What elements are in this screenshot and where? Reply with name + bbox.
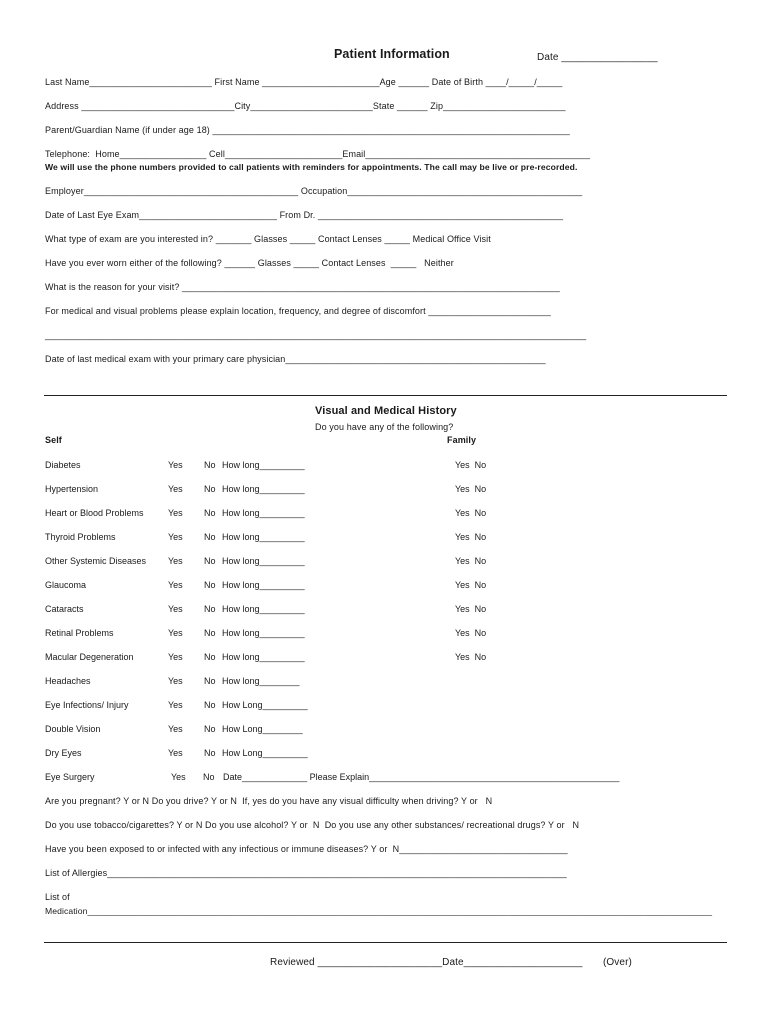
self-no-option[interactable]: No (204, 652, 216, 662)
family-yes-no-option[interactable]: Yes No (455, 580, 487, 590)
how-long-field[interactable]: How long_________ (222, 604, 305, 614)
how-long-field[interactable]: How long_________ (222, 556, 305, 566)
condition-label: Other Systemic Diseases (45, 556, 147, 566)
condition-label: Thyroid Problems (45, 532, 116, 542)
telephone-line[interactable]: Telephone: Home_________________ Cell_______________________Email____________________________________________ (45, 149, 591, 159)
self-yes-option[interactable]: Yes (168, 748, 183, 758)
how-long-field[interactable]: How long_________ (222, 508, 305, 518)
self-no-option[interactable]: No (204, 484, 216, 494)
allergies-line[interactable]: List of Allergies__________________________________________________________________________________________ (45, 868, 567, 878)
family-yes-no-option[interactable]: Yes No (455, 532, 487, 542)
self-no-option[interactable]: No (204, 628, 216, 638)
medication-line[interactable]: Medication________________________________________________________________________________________________________________________________ (45, 906, 713, 916)
bottom-divider (44, 942, 727, 943)
last-eye-exam-line[interactable]: Date of Last Eye Exam___________________________ From Dr. ________________________________________________ (45, 210, 564, 220)
how-long-field[interactable]: How long_________ (222, 532, 305, 542)
self-no-option[interactable]: No (204, 580, 216, 590)
infectious-disease-line[interactable]: Have you been exposed to or infected with any infectious or immune diseases? Y or N_________________________________ (45, 844, 568, 854)
self-yes-option[interactable]: Yes (168, 724, 183, 734)
self-no-option[interactable]: No (204, 508, 216, 518)
how-long-field[interactable]: How long_________ (222, 484, 305, 494)
self-no-option[interactable]: No (204, 724, 216, 734)
page-title: Patient Information (334, 47, 450, 61)
self-no-option[interactable]: No (203, 772, 215, 782)
self-yes-option[interactable]: Yes (168, 628, 183, 638)
self-yes-option[interactable]: Yes (171, 772, 186, 782)
condition-label: Eye Surgery (45, 772, 95, 782)
surgery-date-explain-field[interactable]: Date_____________ Please Explain__________________________________________________ (223, 772, 620, 782)
pregnant-drive-line[interactable]: Are you pregnant? Y or N Do you drive? Y or N If, yes do you have any visual difficulty when driving? Y or N (45, 796, 493, 806)
self-yes-option[interactable]: Yes (168, 700, 183, 710)
how-long-field[interactable]: How Long_________ (222, 700, 308, 710)
section-divider (44, 395, 727, 396)
how-long-field[interactable]: How Long_________ (222, 748, 308, 758)
employer-line[interactable]: Employer__________________________________________ Occupation______________________________________________ (45, 186, 583, 196)
condition-label: Hypertension (45, 484, 99, 494)
self-yes-option[interactable]: Yes (168, 508, 183, 518)
self-no-option[interactable]: No (204, 676, 216, 686)
how-long-field[interactable]: How Long________ (222, 724, 303, 734)
self-no-option[interactable]: No (204, 604, 216, 614)
address-line[interactable]: Address ______________________________City________________________State ______ Zip________________________ (45, 101, 566, 111)
condition-label: Heart or Blood Problems (45, 508, 144, 518)
family-yes-no-option[interactable]: Yes No (455, 460, 487, 470)
family-yes-no-option[interactable]: Yes No (455, 508, 487, 518)
reviewed-date-line[interactable]: Reviewed ______________________Date_____________________ (270, 957, 583, 968)
condition-label: Headaches (45, 676, 91, 686)
self-no-option[interactable]: No (204, 748, 216, 758)
over-note: (Over) (603, 957, 632, 968)
history-title: Visual and Medical History (315, 405, 457, 417)
family-yes-no-option[interactable]: Yes No (455, 556, 487, 566)
self-no-option[interactable]: No (204, 556, 216, 566)
family-yes-no-option[interactable]: Yes No (455, 652, 487, 662)
guardian-line[interactable]: Parent/Guardian Name (if under age 18) ______________________________________________________________________ (45, 125, 570, 135)
self-yes-option[interactable]: Yes (168, 484, 183, 494)
worn-lenses-line[interactable]: Have you ever worn either of the following? ______ Glasses _____ Contact Lenses _____ Neither (45, 258, 454, 268)
name-age-dob-line[interactable]: Last Name________________________ First Name _______________________Age ______ Date of Birth ____/_____/_____ (45, 77, 563, 87)
condition-label: Diabetes (45, 460, 81, 470)
self-yes-option[interactable]: Yes (168, 556, 183, 566)
visit-reason-line[interactable]: What is the reason for your visit? __________________________________________________________________________ (45, 282, 560, 292)
how-long-field[interactable]: How long_________ (222, 628, 305, 638)
self-yes-option[interactable]: Yes (168, 532, 183, 542)
how-long-field[interactable]: How long_________ (222, 460, 305, 470)
self-no-option[interactable]: No (204, 532, 216, 542)
self-yes-option[interactable]: Yes (168, 460, 183, 470)
problems-line[interactable]: For medical and visual problems please explain location, frequency, and degree of discomfort ________________________ (45, 306, 551, 316)
reminder-note: We will use the phone numbers provided to call patients with reminders for appointments. The call may be live or pre-recorded. (45, 162, 578, 172)
date-field[interactable]: Date _________________ (537, 52, 658, 63)
self-yes-option[interactable]: Yes (168, 580, 183, 590)
how-long-field[interactable]: How long________ (222, 676, 300, 686)
history-subtitle: Do you have any of the following? (315, 422, 454, 432)
condition-label: Retinal Problems (45, 628, 114, 638)
family-yes-no-option[interactable]: Yes No (455, 628, 487, 638)
how-long-field[interactable]: How long_________ (222, 652, 305, 662)
condition-label: Macular Degeneration (45, 652, 134, 662)
substances-line[interactable]: Do you use tobacco/cigarettes? Y or N Do you use alcohol? Y or N Do you use any other substances/ recreational drugs? Y or N (45, 820, 580, 830)
condition-label: Dry Eyes (45, 748, 82, 758)
medical-exam-line[interactable]: Date of last medical exam with your primary care physician___________________________________________________ (45, 354, 546, 364)
condition-label: Double Vision (45, 724, 101, 734)
self-no-option[interactable]: No (204, 460, 216, 470)
condition-label: Glaucoma (45, 580, 87, 590)
self-yes-option[interactable]: Yes (168, 676, 183, 686)
condition-label: Cataracts (45, 604, 84, 614)
self-column-label: Self (45, 435, 62, 445)
problems-continuation-line[interactable]: __________________________________________________________________________________________________________ (45, 330, 587, 340)
self-no-option[interactable]: No (204, 700, 216, 710)
how-long-field[interactable]: How long_________ (222, 580, 305, 590)
family-yes-no-option[interactable]: Yes No (455, 484, 487, 494)
exam-type-line[interactable]: What type of exam are you interested in? _______ Glasses _____ Contact Lenses _____ Medical Office Visit (45, 234, 491, 244)
medication-label: List of (45, 892, 70, 902)
self-yes-option[interactable]: Yes (168, 604, 183, 614)
family-column-label: Family (447, 435, 477, 445)
self-yes-option[interactable]: Yes (168, 652, 183, 662)
family-yes-no-option[interactable]: Yes No (455, 604, 487, 614)
condition-label: Eye Infections/ Injury (45, 700, 129, 710)
